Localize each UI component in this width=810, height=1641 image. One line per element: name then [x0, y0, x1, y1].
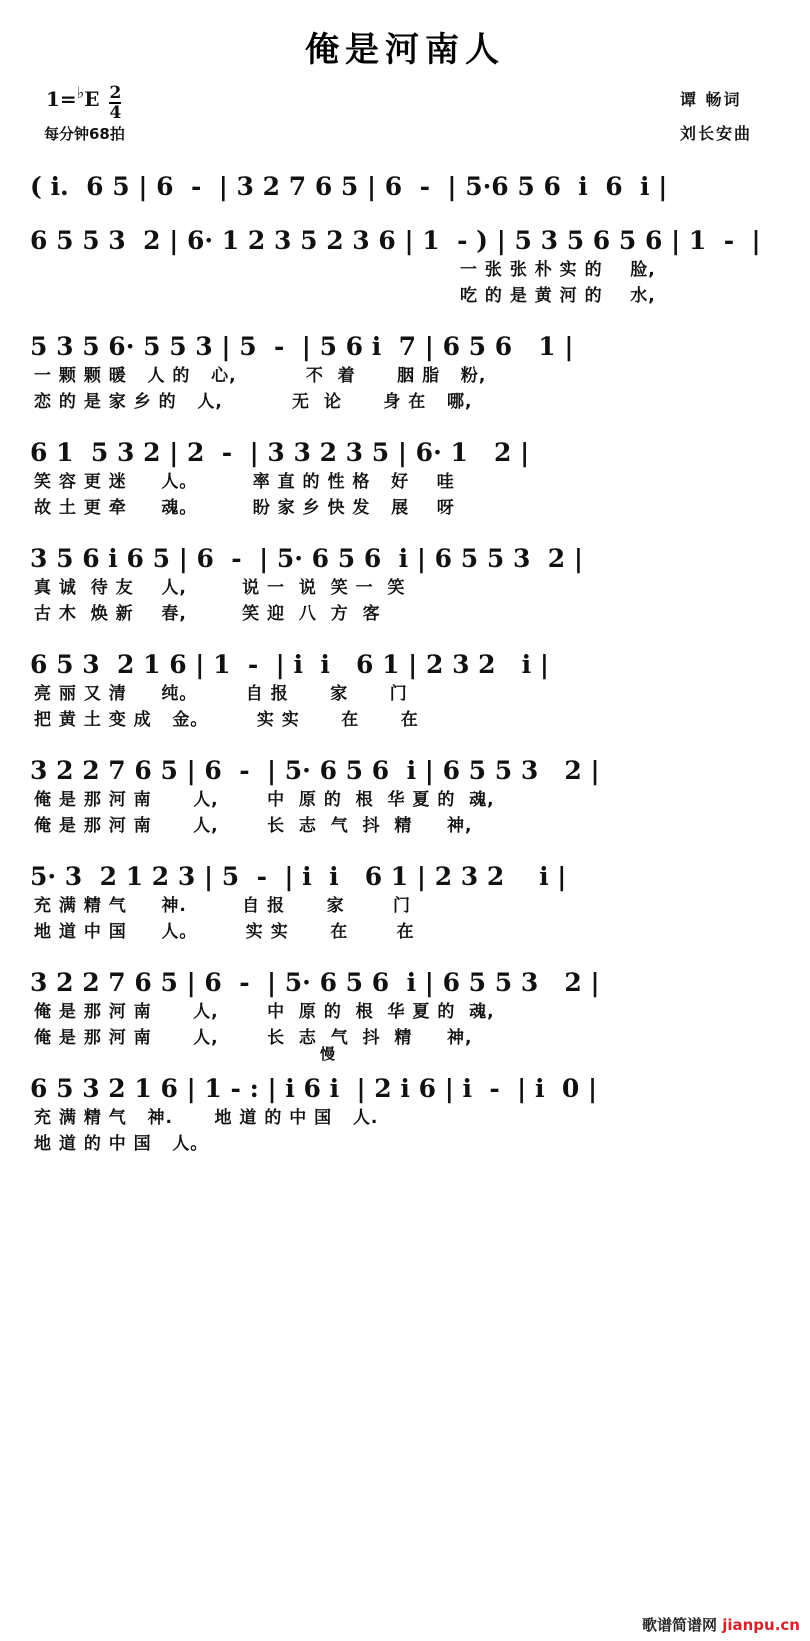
lyrics-verse-2: 俺 是 那 河 南 人, 长 志 气 抖 精 神, [34, 1028, 473, 1048]
lyrics-verse-1: 笑 容 更 迷 人。 率 直 的 性 格 好 哇 [34, 472, 455, 492]
notation-line: 6 5 3 2 1 6 | 1 - | i i 6 1 | 2 3 2 i | [30, 650, 549, 679]
time-signature-numerator: 2 [109, 83, 122, 103]
score-header [0, 83, 810, 147]
lyrics-verse-1: 真 诚 待 友 人, 说 一 说 笑 一 笑 [34, 578, 406, 598]
lyrics-verse-1: 充 满 精 气 神. 自 报 家 门 [34, 896, 412, 916]
slow-tempo-mark: 慢 [320, 1045, 336, 1063]
credits [680, 83, 752, 151]
lyrics-verse-1: 充 满 精 气 神. 地 道 的 中 国 人. [34, 1108, 379, 1128]
music-system-5 [30, 519, 780, 625]
notation-line: 5 3 5 6· 5 5 3 | 5 - | 5 6 i 7 | 6 5 6 1 | [30, 332, 574, 361]
composer-credit: 刘长安曲 [679, 124, 752, 143]
music-system-4 [30, 413, 780, 519]
time-signature [109, 85, 121, 122]
music-system-6 [30, 625, 780, 731]
site-watermark [642, 1614, 800, 1635]
lyrics-verse-2: 俺 是 那 河 南 人, 长 志 气 抖 精 神, [34, 816, 473, 836]
tempo-marking: 每分钟68拍 [44, 125, 125, 143]
music-system-1 [30, 147, 780, 201]
lyrics-verse-2: 把 黄 土 变 成 金。 实 实 在 在 [34, 710, 419, 730]
lyrics-verse-2: 古 木 焕 新 春, 笑 迎 八 方 客 [34, 604, 381, 624]
lyrics-verse-1: 俺 是 那 河 南 人, 中 原 的 根 华 夏 的 魂, [34, 790, 495, 810]
notation-line: 3 2 2 7 6 5 | 6 - | 5· 6 5 6 i | 6 5 5 3 2 | [30, 968, 600, 997]
lyrics-verse-2: 地 道 中 国 人。 实 实 在 在 [34, 922, 415, 942]
lyricist-credit: 谭 畅词 [679, 90, 742, 109]
lyrics-verse-1: 亮 丽 又 清 纯。 自 报 家 门 [34, 684, 408, 704]
notation-line: 5· 3 2 1 2 3 | 5 - | i i 6 1 | 2 3 2 i | [30, 862, 567, 891]
lyrics-verse-1: 一 颗 颗 暖 人 的 心, 不 着 胭 脂 粉, [34, 366, 487, 386]
lyrics-verse-1: 一 张 张 朴 实 的 脸, [460, 260, 656, 280]
key-label: 1= [46, 87, 77, 111]
key-signature [46, 83, 122, 124]
notation-line: 6 1 5 3 2 | 2 - | 3 3 2 3 5 | 6· 1 2 | [30, 438, 530, 467]
time-signature-denominator: 4 [109, 103, 122, 123]
music-system-3 [30, 307, 780, 413]
music-system-9 [30, 943, 780, 1049]
lyrics-verse-2: 地 道 的 中 国 人。 [34, 1134, 209, 1154]
notation-line: 6 5 5 3 2 | 6· 1 2 3 5 2 3 6 | 1 - ) | 5 3 5 6 5 6 | 1 - | [30, 226, 761, 255]
key-name: E [84, 87, 100, 111]
music-system-7 [30, 731, 780, 837]
lyrics-verse-2: 恋 的 是 家 乡 的 人, 无 论 身 在 哪, [34, 392, 473, 412]
notation-line: 6 5 3 2 1 6 | 1 - : | i 6 i | 2 i 6 | i - | i 0 | [30, 1074, 598, 1103]
notation-line: ( i. 6 5 | 6 - | 3 2 7 6 5 | 6 - | 5·6 5 6 i 6 i | [30, 172, 668, 201]
site-url: jianpu.cn [722, 1616, 800, 1634]
notation-line: 3 2 2 7 6 5 | 6 - | 5· 6 5 6 i | 6 5 5 3 2 | [30, 756, 600, 785]
lyrics-verse-2: 故 土 更 牵 魂。 盼 家 乡 快 发 展 呀 [34, 498, 455, 518]
music-system-10 [30, 1045, 780, 1155]
page-title: 俺是河南人 [305, 30, 505, 70]
music-system-8 [30, 837, 780, 943]
music-system-2 [30, 201, 780, 307]
flat-symbol: ♭ [76, 83, 85, 102]
site-name-cn: 歌谱简谱网 [641, 1616, 717, 1634]
notation-line: 3 5 6 i 6 5 | 6 - | 5· 6 5 6 i | 6 5 5 3 2 | [30, 544, 583, 573]
lyrics-verse-1: 俺 是 那 河 南 人, 中 原 的 根 华 夏 的 魂, [34, 1002, 495, 1022]
lyrics-verse-2: 吃 的 是 黄 河 的 水, [460, 286, 656, 306]
